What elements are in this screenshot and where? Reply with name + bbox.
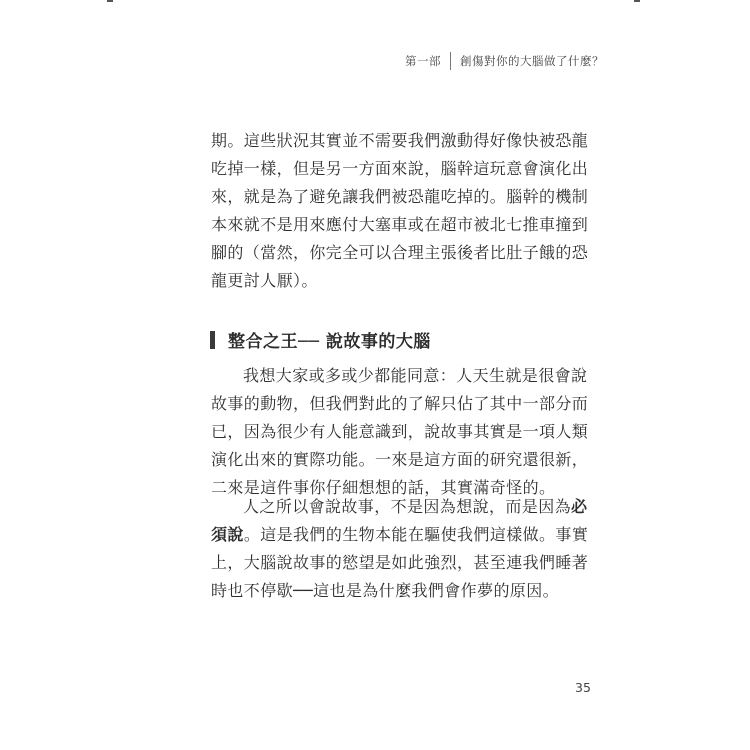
paragraph-2-line: 故事的動物，但我們對此的了解只佔了其中一部分而: [211, 394, 589, 413]
paragraph-2-line: 已，因為很少有人能意識到，說故事其實是一項人類: [211, 422, 589, 441]
paragraph-3: [211, 493, 589, 605]
paragraph-1-line: 本來就不是用來應付大塞車或在超市被北七推車撞到: [211, 215, 589, 234]
section-heading-text: 整合之王── 說故事的大腦: [228, 332, 431, 352]
paragraph-1-line: 來，就是為了避免讓我們被恐龍吃掉的。腦幹的機制: [211, 187, 589, 206]
paragraph-3-line: 上，大腦說故事的慾望是如此強烈，甚至連我們睡著: [211, 553, 589, 572]
paragraph-1-line: 吃掉一樣，但是另一方面來說，腦幹這玩意會演化出: [211, 159, 589, 178]
emphasis-text: 必: [571, 497, 588, 516]
paragraph-1: [211, 127, 589, 295]
running-header-chapter: 創傷對你的大腦做了什麼？: [460, 54, 604, 68]
paragraph-3-text: 人之所以會說故事，不是因為想說，而是因為: [243, 497, 572, 516]
paragraph-2: [211, 362, 589, 502]
paragraph-3-line: [211, 493, 588, 521]
paragraph-3-text: 。這是我們的生物本能在驅使我們這樣做。事實: [243, 525, 589, 544]
page-number: 35: [575, 680, 591, 695]
paragraph-2-line: 二來是這件事你仔細想想的話，其實滿奇怪的。: [211, 478, 556, 497]
paragraph-3-line: [211, 521, 589, 549]
crop-mark-right: [634, 0, 640, 2]
paragraph-2-line: 演化出來的實際功能。一來是這方面的研究還很新，: [211, 450, 589, 469]
paragraph-3-line: 時也不停歇──這也是為什麼我們會作夢的原因。: [211, 581, 560, 600]
running-header-divider: [450, 52, 451, 70]
paragraph-1-line: 龍更討人厭）。: [211, 271, 318, 290]
paragraph-1-line: 期。這些狀況其實並不需要我們激動得好像快被恐龍: [211, 131, 589, 150]
running-header: [405, 52, 604, 70]
section-heading: [210, 327, 431, 352]
running-header-part: 第一部: [405, 54, 441, 68]
heading-bar-icon: [210, 331, 215, 349]
crop-mark-left: [107, 0, 113, 2]
emphasis-text: 須說: [211, 525, 244, 544]
paragraph-2-line: 我想大家或多或少都能同意：人天生就是很會說: [243, 366, 588, 385]
paragraph-1-line: 腳的（當然，你完全可以合理主張後者比肚子餓的恐: [211, 243, 589, 262]
